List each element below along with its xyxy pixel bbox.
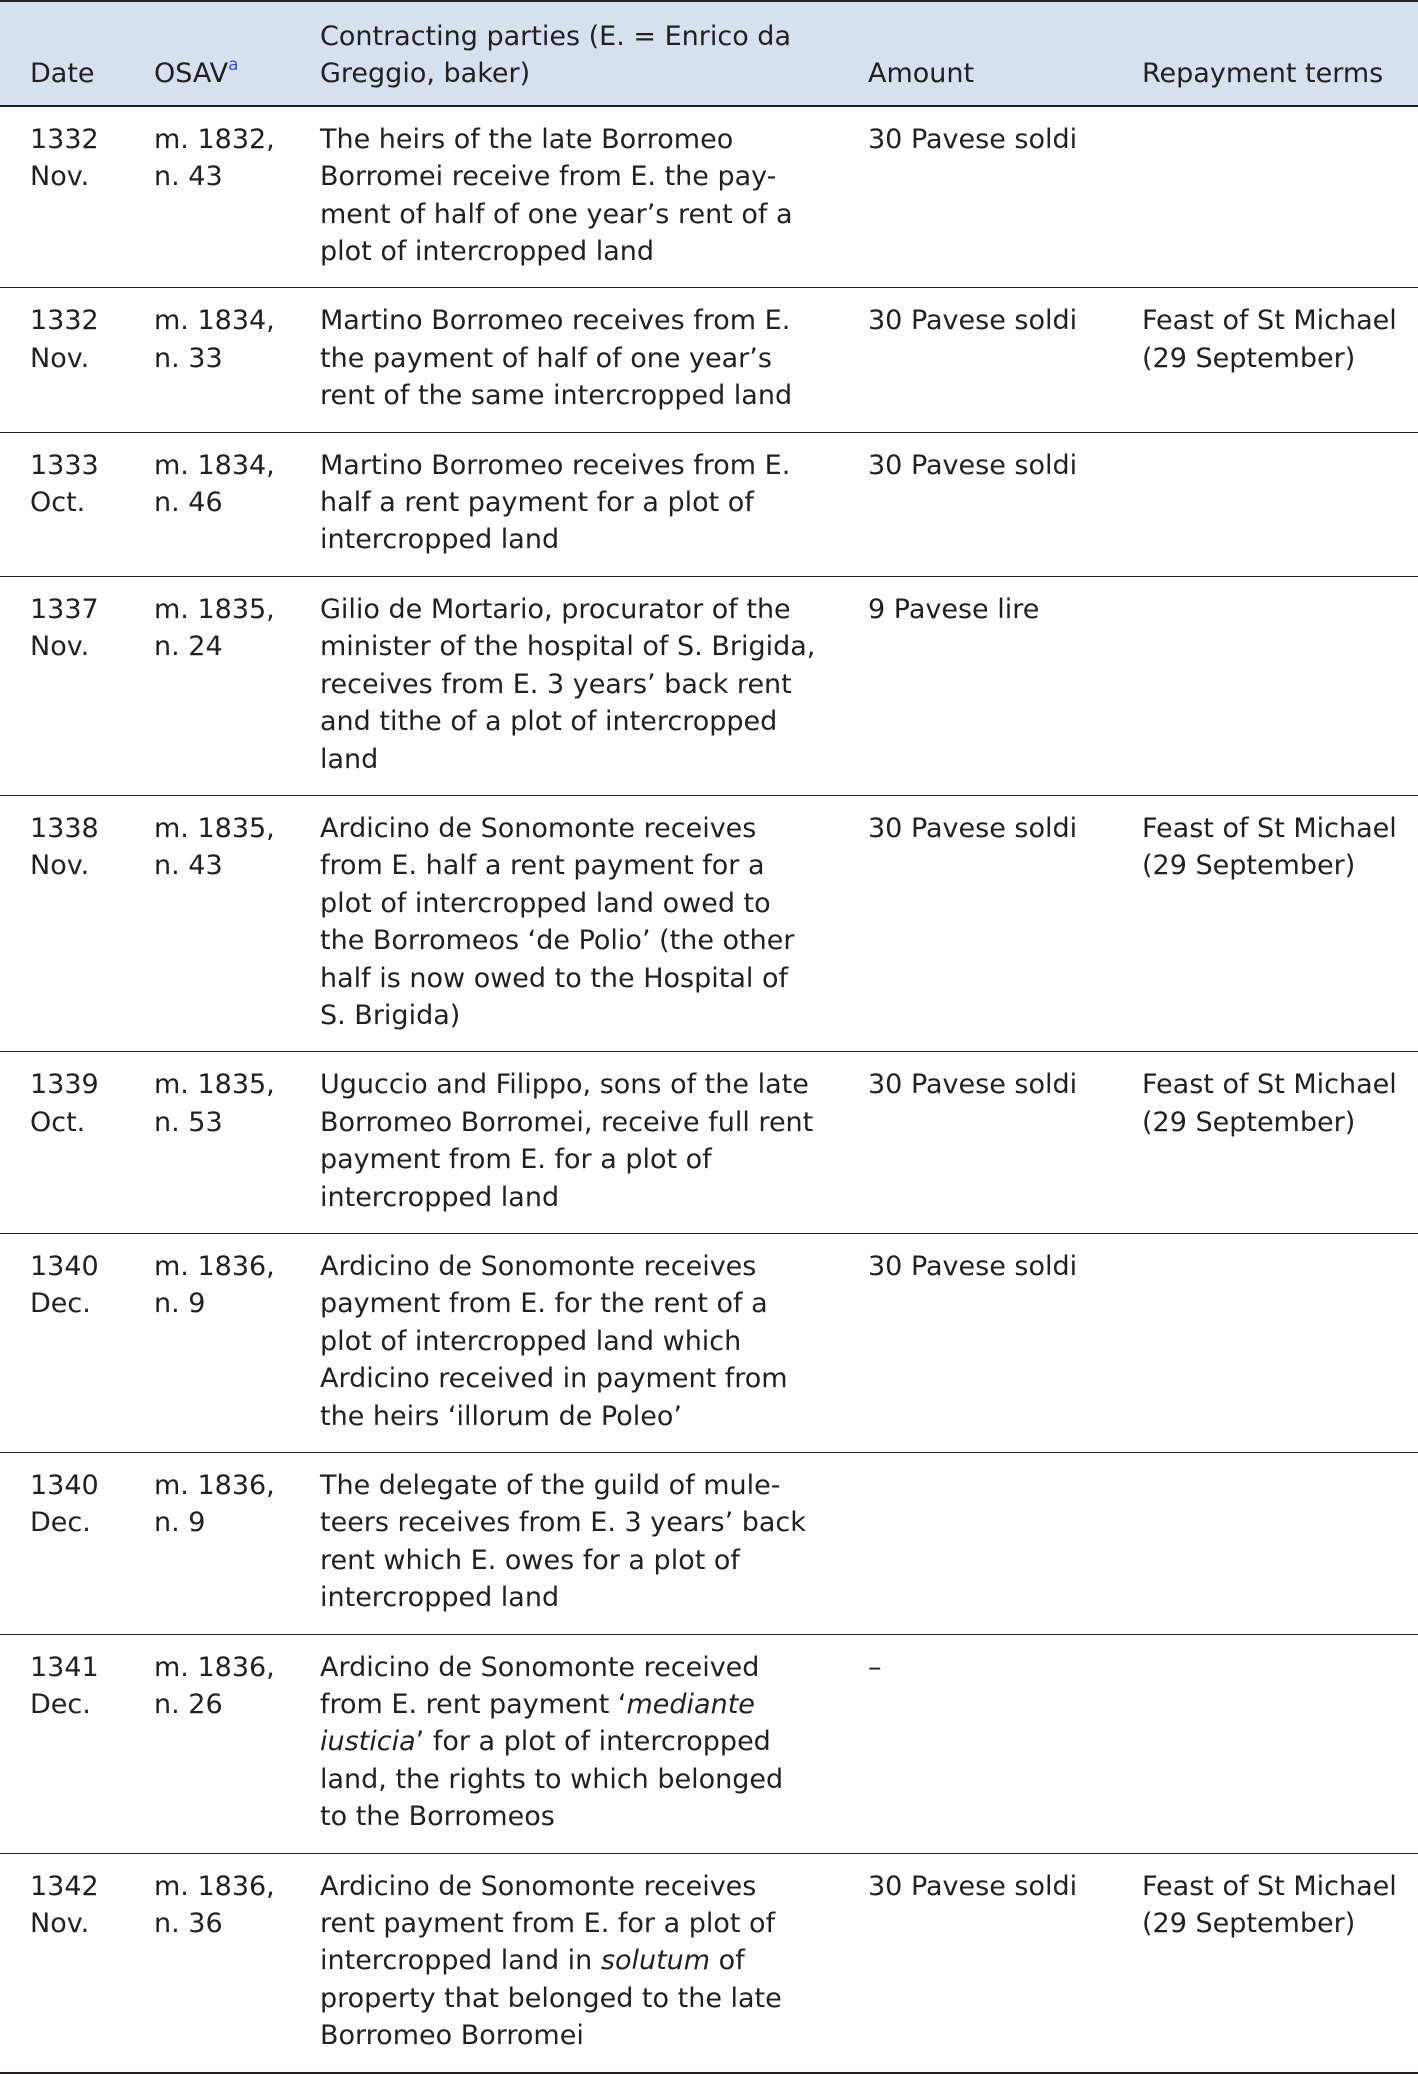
cell-parties: Uguccio and Filippo, sons of the late Borromeo Borromei, receive full rent payment from E. for a plot of intercropped land	[290, 1052, 838, 1234]
cell-amount	[838, 1453, 1112, 1635]
cell-parties	[290, 1853, 838, 2073]
cell-osav: m. 1834, n. 46	[124, 432, 290, 576]
cell-date: 1338 Nov.	[0, 795, 124, 1051]
cell-osav: m. 1835, n. 53	[124, 1052, 290, 1234]
cell-parties: Ardicino de Sonomonte receives payment from E. for the rent of a plot of intercropped land which Ardicino received in payment from the heirs ‘illorum de Poleo’	[290, 1233, 838, 1452]
table-header	[0, 1, 1418, 106]
table-row	[0, 1052, 1418, 1234]
parties-text-before: Ardicino de Sonomonte receives rent payment from E. for a plot of intercropped land in	[320, 1870, 776, 1977]
table-row	[0, 1453, 1418, 1635]
cell-date: 1340 Dec.	[0, 1453, 124, 1635]
cell-amount: 30 Pavese soldi	[838, 1853, 1112, 2073]
parties-text-italic: mediante iusticia	[320, 1689, 755, 1758]
footnote-marker[interactable]: a	[228, 55, 239, 76]
header-amount: Amount	[838, 1, 1112, 106]
cell-parties: Martino Borromeo receives from E. the payment of half of one year’s rent of the same intercropped land	[290, 288, 838, 432]
cell-date: 1332 Nov.	[0, 288, 124, 432]
cell-terms: Feast of St Michael (29 September)	[1112, 288, 1418, 432]
cell-terms	[1112, 576, 1418, 795]
header-repayment-terms: Repayment terms	[1112, 1, 1418, 106]
parties-text-before: Ardicino de Sonomonte received from E. rent payment ‘	[320, 1651, 760, 1721]
cell-parties: Ardicino de Sonomonte receives from E. half a rent payment for a plot of intercropped land owed to the Borromeos ‘de Polio’ (the other half is now owed to the Hospital of S. Brigida)	[290, 795, 838, 1051]
table-row	[0, 432, 1418, 576]
table-row	[0, 795, 1418, 1051]
cell-date: 1332 Nov.	[0, 106, 124, 288]
cell-terms	[1112, 1634, 1418, 1853]
cell-terms	[1112, 1233, 1418, 1452]
cell-date: 1341 Dec.	[0, 1634, 124, 1853]
cell-amount: 30 Pavese soldi	[838, 795, 1112, 1051]
cell-osav: m. 1836, n. 9	[124, 1453, 290, 1635]
cell-osav: m. 1835, n. 43	[124, 795, 290, 1051]
parties-text-after: of property that belonged to the late Borromeo Borromei	[320, 1945, 782, 2052]
cell-osav: m. 1836, n. 26	[124, 1634, 290, 1853]
cell-date: 1340 Dec.	[0, 1233, 124, 1452]
cell-date: 1337 Nov.	[0, 576, 124, 795]
table-row	[0, 576, 1418, 795]
cell-amount: 30 Pavese soldi	[838, 1233, 1112, 1452]
cell-osav: m. 1836, n. 36	[124, 1853, 290, 2073]
cell-date: 1342 Nov.	[0, 1853, 124, 2073]
header-contracting-parties: Contracting parties (E. = Enrico da Greggio, baker)	[290, 1, 838, 106]
cell-terms: Feast of St Michael (29 September)	[1112, 795, 1418, 1051]
header-date: Date	[0, 1, 124, 106]
cell-osav: m. 1834, n. 33	[124, 288, 290, 432]
cell-terms	[1112, 432, 1418, 576]
table-row	[0, 288, 1418, 432]
cell-parties: The delegate of the guild of mule-teers receives from E. 3 years’ back rent which E. owes for a plot of intercropped land	[290, 1453, 838, 1635]
header-row	[0, 1, 1418, 106]
cell-amount: 30 Pavese soldi	[838, 106, 1112, 288]
header-osav-label: OSAV	[154, 58, 229, 90]
parties-text-italic: solutum	[600, 1945, 711, 1977]
table-row	[0, 1853, 1418, 2073]
cell-parties: The heirs of the late Borromeo Borromei receive from E. the pay-ment of half of one year’s rent of a plot of intercropped land	[290, 106, 838, 288]
cell-amount: 30 Pavese soldi	[838, 432, 1112, 576]
cell-terms: Feast of St Michael (29 September)	[1112, 1052, 1418, 1234]
cell-parties	[290, 1634, 838, 1853]
table-body	[0, 106, 1418, 2073]
cell-terms	[1112, 1453, 1418, 1635]
parties-text-after: ’ for a plot of intercropped land, the rights to which belonged to the Borromeos	[320, 1726, 784, 1833]
table-row	[0, 1233, 1418, 1452]
cell-osav: m. 1835, n. 24	[124, 576, 290, 795]
cell-osav: m. 1832, n. 43	[124, 106, 290, 288]
cell-terms	[1112, 106, 1418, 288]
cell-parties: Martino Borromeo receives from E. half a rent payment for a plot of intercropped land	[290, 432, 838, 576]
table-row	[0, 106, 1418, 288]
cell-osav: m. 1836, n. 9	[124, 1233, 290, 1452]
header-osav	[124, 1, 290, 106]
cell-amount: 30 Pavese soldi	[838, 288, 1112, 432]
cell-amount: 30 Pavese soldi	[838, 1052, 1112, 1234]
cell-terms: Feast of St Michael (29 September)	[1112, 1853, 1418, 2073]
cell-date: 1333 Oct.	[0, 432, 124, 576]
cell-parties: Gilio de Mortario, procurator of the minister of the hospital of S. Brigida, receives from E. 3 years’ back rent and tithe of a plot of intercropped land	[290, 576, 838, 795]
table-row	[0, 1634, 1418, 1853]
cell-amount: 9 Pavese lire	[838, 576, 1112, 795]
cell-amount: –	[838, 1634, 1112, 1853]
cell-date: 1339 Oct.	[0, 1052, 124, 1234]
